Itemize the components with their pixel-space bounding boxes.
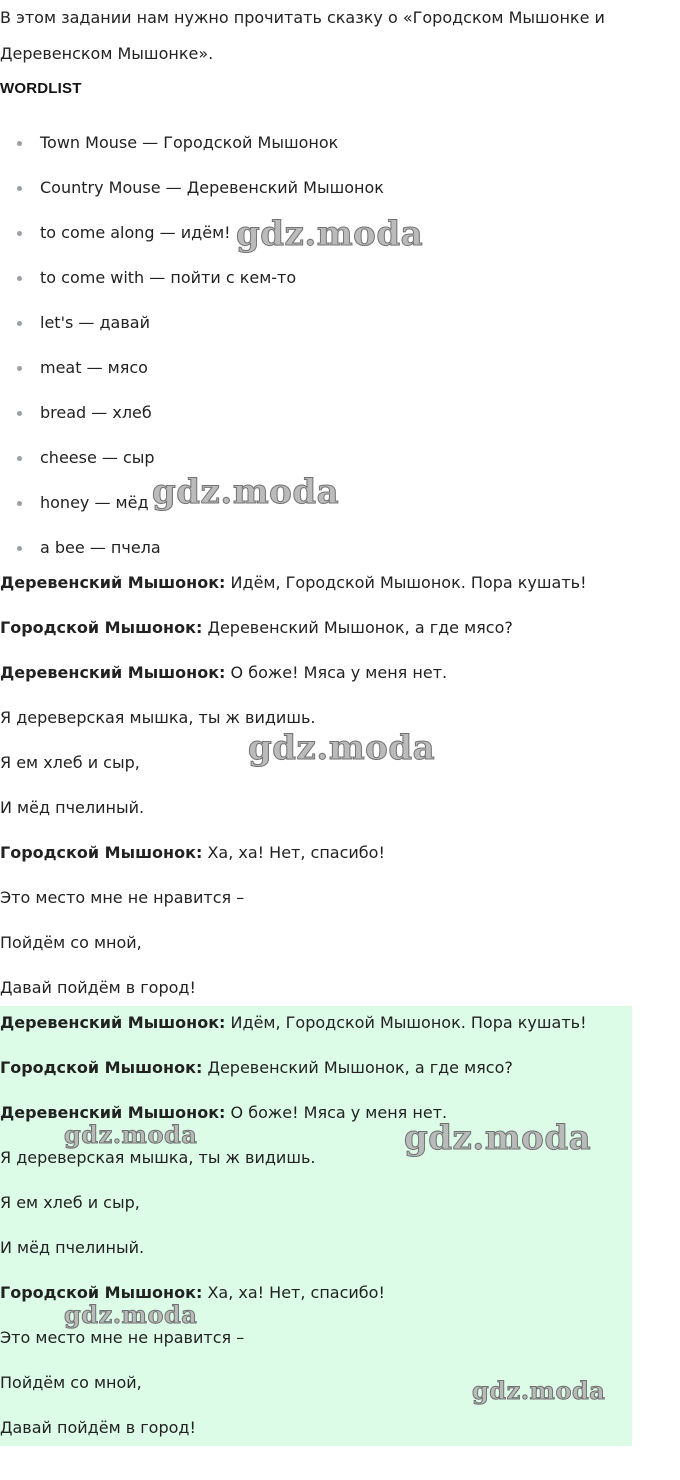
dialogue-text: Идём, Городской Мышонок. Пора кушать! — [225, 573, 587, 592]
dialogue-line — [0, 797, 144, 819]
dialogue-line — [0, 932, 142, 954]
dialogue-text: Пойдём со мной, — [0, 1373, 142, 1392]
bullet-icon — [17, 411, 22, 416]
watermark: gdz.moda — [64, 1300, 198, 1329]
dialogue-line — [0, 1147, 315, 1169]
watermark: gdz.moda — [152, 472, 340, 512]
list-item-text: meat — мясо — [40, 358, 148, 377]
dialogue-line — [0, 977, 196, 999]
dialogue-line — [0, 1012, 587, 1034]
dialogue-line — [0, 1237, 144, 1259]
dialogue-line — [0, 617, 513, 639]
list-item-text: to come with — пойти с кем-то — [40, 268, 297, 287]
dialogue-line — [0, 1417, 196, 1439]
dialogue-text: Идём, Городской Мышонок. Пора кушать! — [225, 1013, 587, 1032]
speaker-name: Городской Мышонок: — [0, 843, 203, 862]
speaker-name: Городской Мышонок: — [0, 1058, 203, 1077]
dialogue-text: Это место мне не нравится – — [0, 1328, 245, 1347]
dialogue-line — [0, 1057, 513, 1079]
dialogue-text: Ха, ха! Нет, спасибо! — [202, 843, 385, 862]
dialogue-line — [0, 707, 315, 729]
bullet-icon — [17, 231, 22, 236]
dialogue-text: Я дереверская мышка, ты ж видишь. — [0, 708, 316, 727]
list-item-text: to come along — идём! — [40, 223, 231, 242]
dialogue-line — [0, 662, 447, 684]
speaker-name: Деревенский Мышонок: — [0, 573, 226, 592]
speaker-name: Городской Мышонок: — [0, 618, 203, 637]
dialogue-text: Ха, ха! Нет, спасибо! — [202, 1283, 385, 1302]
dialogue-line — [0, 1192, 140, 1214]
intro-line-1: В этом задании нам нужно прочитать сказку о «Городском Мышонке и — [0, 8, 605, 27]
dialogue-text: И мёд пчелиный. — [0, 1238, 145, 1257]
speaker-name: Городской Мышонок: — [0, 1283, 203, 1302]
watermark: gdz.moda — [472, 1376, 606, 1405]
speaker-name: Деревенский Мышонок: — [0, 1013, 226, 1032]
bullet-icon — [17, 546, 22, 551]
list-item-text: a bee — пчела — [40, 538, 161, 557]
dialogue-text: Я ем хлеб и сыр, — [0, 753, 140, 772]
dialogue-line — [0, 842, 385, 864]
dialogue-text: О боже! Мяса у меня нет. — [225, 1103, 448, 1122]
dialogue-line — [0, 752, 140, 774]
dialogue-line — [0, 1327, 244, 1349]
watermark: gdz.moda — [236, 214, 424, 254]
dialogue-text: Пойдём со мной, — [0, 933, 142, 952]
speaker-name: Деревенский Мышонок: — [0, 1103, 226, 1122]
intro-line-2: Деревенском Мышонке». — [0, 44, 214, 63]
dialogue-text: Я дереверская мышка, ты ж видишь. — [0, 1148, 316, 1167]
list-item-text: honey — мёд — [40, 493, 149, 512]
list-item-text: Town Mouse — Городской Мышонок — [40, 133, 339, 152]
speaker-name: Деревенский Мышонок: — [0, 663, 226, 682]
watermark: gdz.moda — [64, 1120, 198, 1149]
dialogue-line — [0, 1372, 142, 1394]
list-item-text: Country Mouse — Деревенский Мышонок — [40, 178, 384, 197]
list-item-text: cheese — сыр — [40, 448, 155, 467]
bullet-icon — [17, 276, 22, 281]
dialogue-text: Это место мне не нравится – — [0, 888, 245, 907]
dialogue-text: И мёд пчелиный. — [0, 798, 145, 817]
list-item-text: let's — давай — [40, 313, 150, 332]
bullet-icon — [17, 456, 22, 461]
dialogue-text: Деревенский Мышонок, а где мясо? — [202, 618, 513, 637]
dialogue-text: Давай пойдём в город! — [0, 1418, 196, 1437]
dialogue-text: Деревенский Мышонок, а где мясо? — [202, 1058, 513, 1077]
bullet-icon — [17, 321, 22, 326]
dialogue-text: Я ем хлеб и сыр, — [0, 1193, 140, 1212]
bullet-icon — [17, 141, 22, 146]
bullet-icon — [17, 186, 22, 191]
wordlist-heading: WORDLIST — [0, 80, 82, 97]
bullet-icon — [17, 501, 22, 506]
bullet-icon — [17, 366, 22, 371]
dialogue-text: О боже! Мяса у меня нет. — [225, 663, 448, 682]
dialogue-line — [0, 887, 244, 909]
watermark: gdz.moda — [404, 1118, 592, 1158]
dialogue-text: Давай пойдём в город! — [0, 978, 196, 997]
list-item-text: bread — хлеб — [40, 403, 152, 422]
watermark: gdz.moda — [248, 728, 436, 768]
dialogue-line — [0, 572, 587, 594]
